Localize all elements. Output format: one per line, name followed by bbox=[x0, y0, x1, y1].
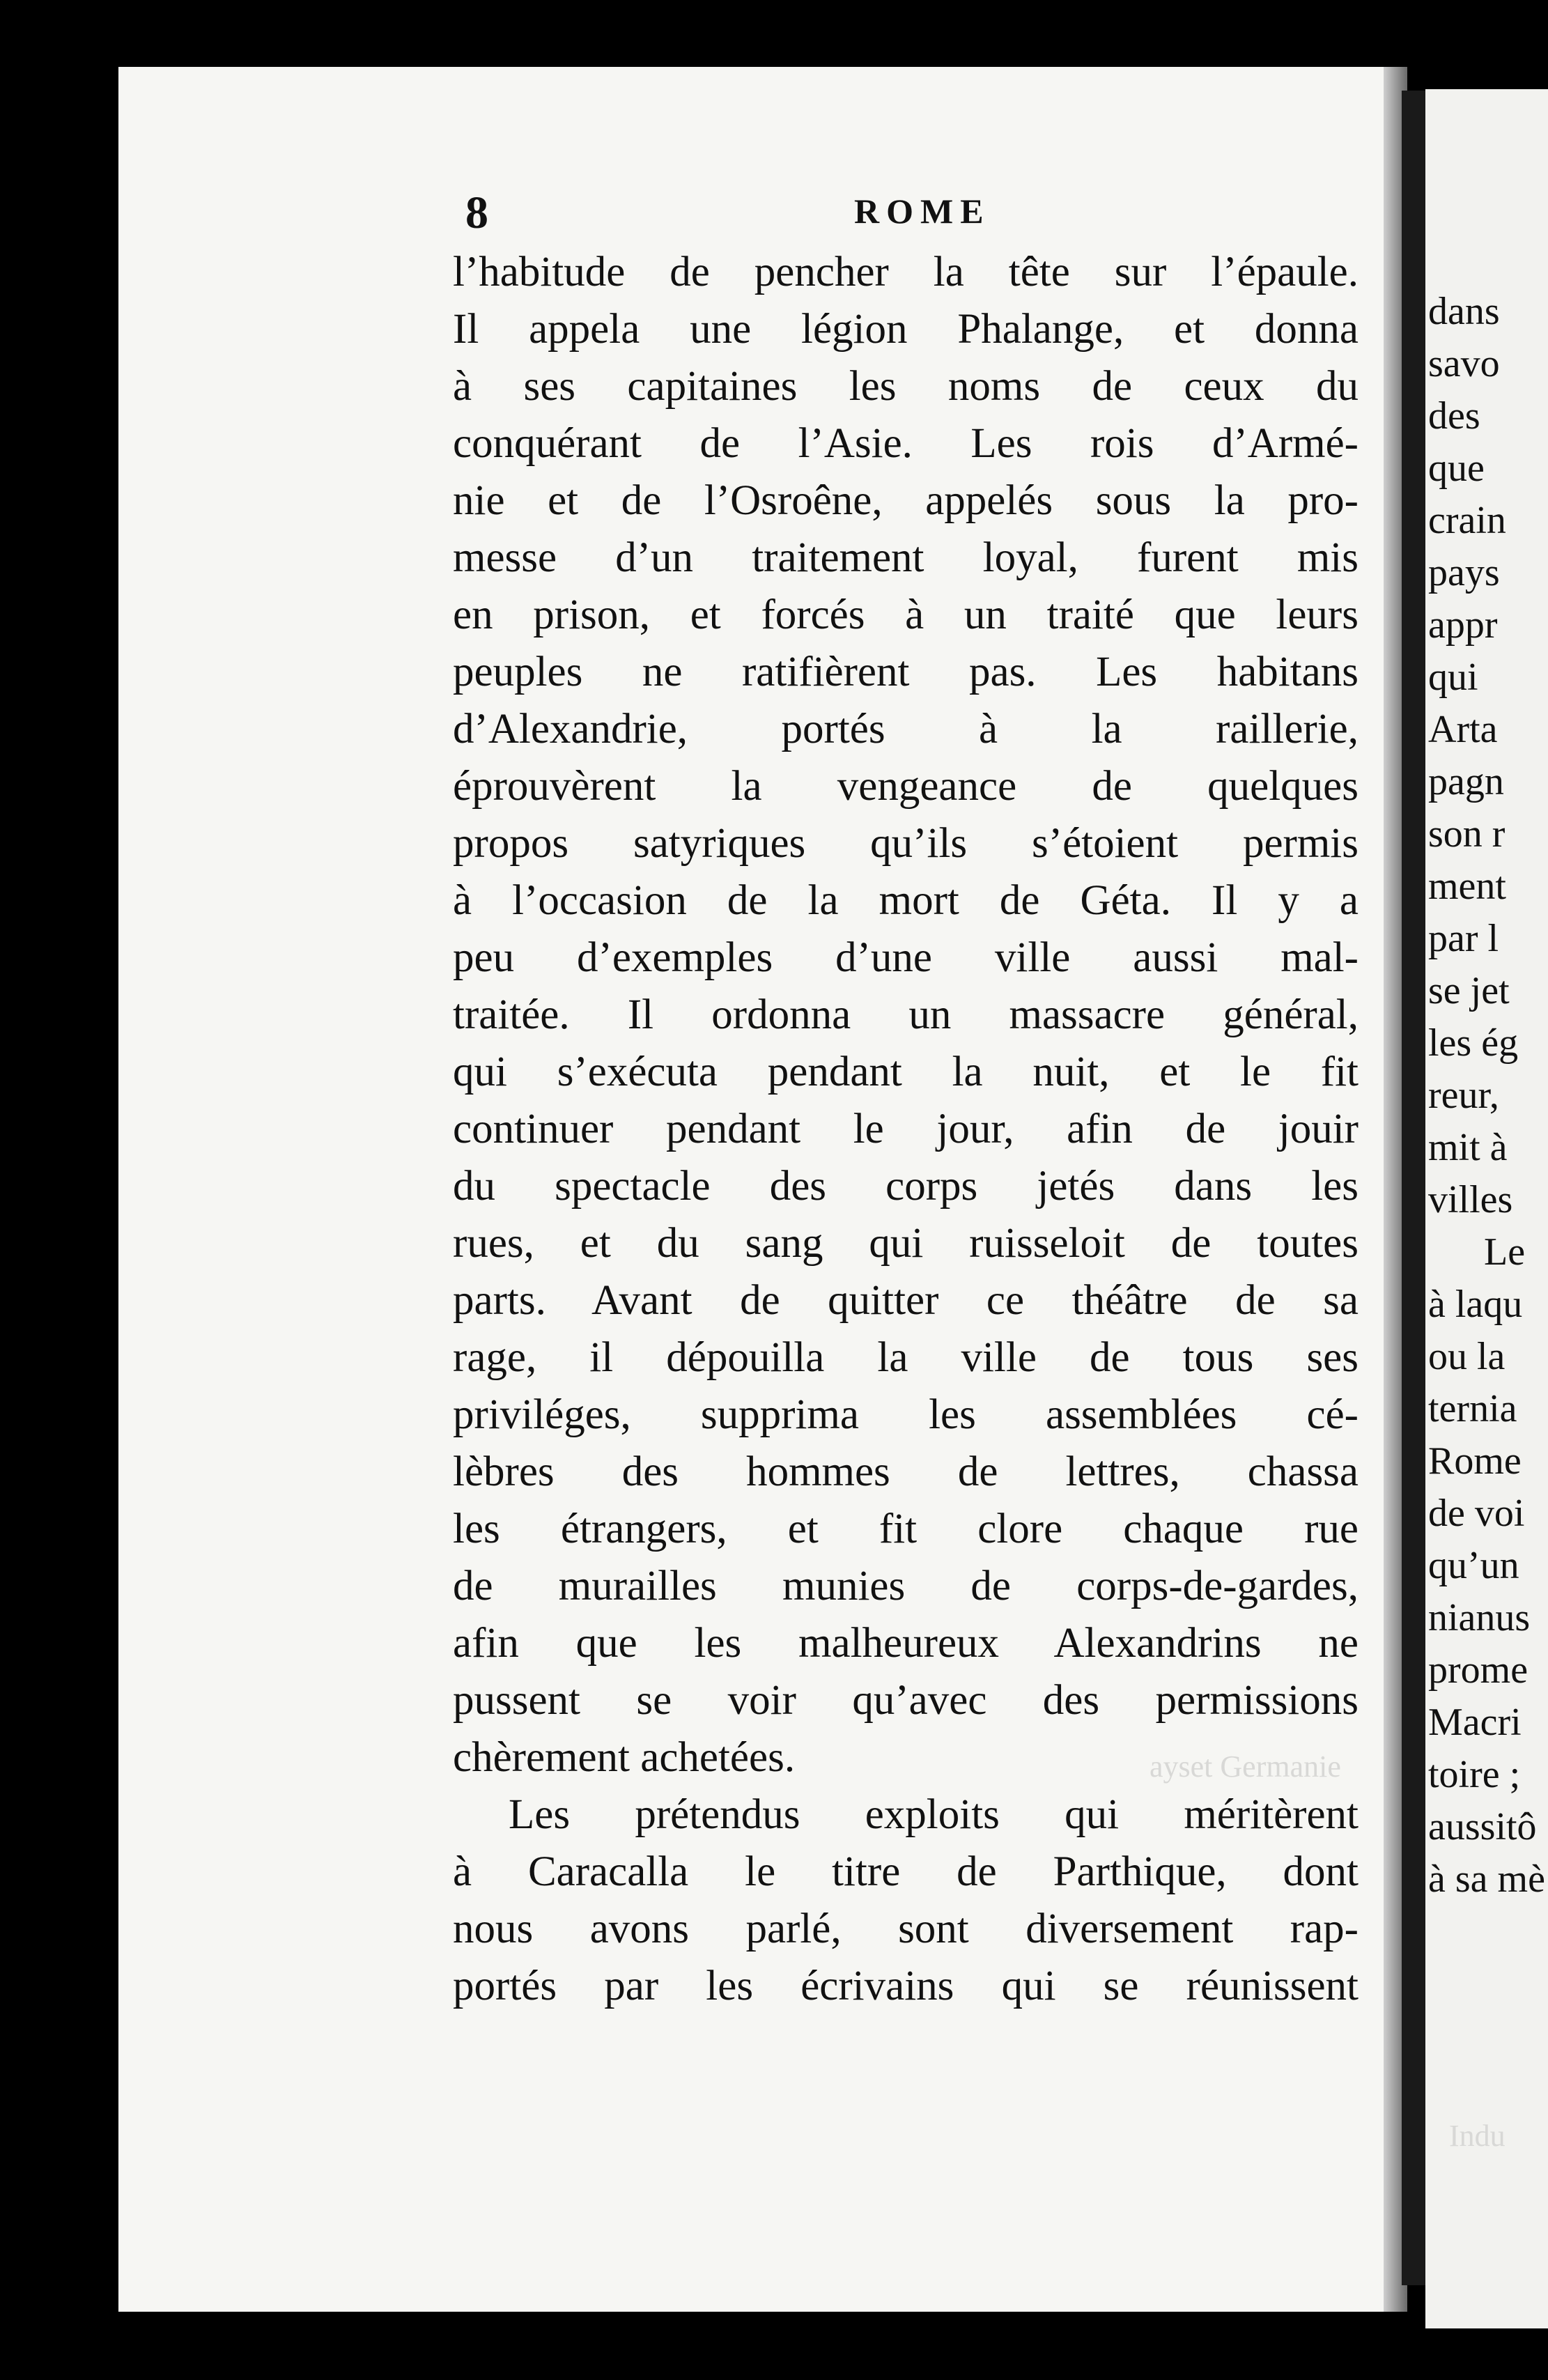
text-line: nous avons parlé, sont diversement rap- bbox=[453, 1906, 1359, 1952]
text-line: d’Alexandrie, portés à la raillerie, bbox=[453, 706, 1359, 752]
facing-page-text bbox=[1428, 286, 1548, 1906]
facing-text-line: nianus bbox=[1428, 1596, 1531, 1639]
text-line: rues, et du sang qui ruisseloit de toutes bbox=[453, 1220, 1359, 1267]
facing-text-line: pagn bbox=[1428, 760, 1504, 803]
text-line: de murailles munies de corps-de-gardes, bbox=[453, 1563, 1359, 1609]
facing-text-line: son r bbox=[1428, 812, 1506, 856]
text-line: rage, il dépouilla la ville de tous ses bbox=[453, 1334, 1359, 1381]
text-line: messe d’un traitement loyal, furent mis bbox=[453, 534, 1359, 581]
text-line: parts. Avant de quitter ce théâtre de sa bbox=[453, 1277, 1359, 1324]
text-line: portés par les écrivains qui se réunissent bbox=[453, 1963, 1359, 2009]
text-line: en prison, et forcés à un traité que leurs bbox=[453, 592, 1359, 638]
facing-text-line: appr bbox=[1428, 603, 1498, 647]
text-line: pussent se voir qu’avec des permissions bbox=[453, 1677, 1359, 1724]
facing-text-line: prome bbox=[1428, 1648, 1528, 1692]
facing-text-line: à laqu bbox=[1428, 1283, 1523, 1326]
page-header bbox=[465, 187, 1378, 238]
text-line: conquérant de l’Asie. Les rois d’Armé- bbox=[453, 420, 1359, 467]
text-line: éprouvèrent la vengeance de quelques bbox=[453, 763, 1359, 810]
text-line: peuples ne ratifièrent pas. Les habitans bbox=[453, 649, 1359, 695]
text-line: traitée. Il ordonna un massacre général, bbox=[453, 991, 1359, 1038]
text-line: qui s’exécuta pendant la nuit, et le fit bbox=[453, 1049, 1359, 1095]
facing-text-line: crain bbox=[1428, 499, 1506, 542]
facing-text-line: toire ; bbox=[1428, 1753, 1521, 1796]
facing-text-line: villes bbox=[1428, 1178, 1513, 1221]
facing-text-line: se jet bbox=[1428, 969, 1510, 1012]
facing-text-line: savo bbox=[1428, 342, 1500, 385]
facing-text-line: ou la bbox=[1428, 1335, 1506, 1378]
facing-text-line: par l bbox=[1428, 917, 1499, 960]
facing-text-line: les ég bbox=[1428, 1021, 1519, 1065]
text-line: afin que les malheureux Alexandrins ne bbox=[453, 1620, 1359, 1667]
text-line: priviléges, supprima les assemblées cé- bbox=[453, 1391, 1359, 1438]
text-line: à ses capitaines les noms de ceux du bbox=[453, 363, 1359, 410]
facing-text-line: des bbox=[1428, 394, 1480, 438]
facing-text-line: pays bbox=[1428, 551, 1500, 594]
facing-text-line: Le bbox=[1484, 1230, 1526, 1274]
facing-text-line: qu’un bbox=[1428, 1544, 1519, 1587]
text-line: lèbres des hommes de lettres, chassa bbox=[453, 1448, 1359, 1495]
book-spine bbox=[1402, 91, 1427, 2285]
facing-text-line: Macri bbox=[1428, 1701, 1522, 1744]
facing-text-line: Arta bbox=[1428, 708, 1498, 751]
text-line: chèrement achetées. bbox=[453, 1734, 796, 1781]
text-line: continuer pendant le jour, afin de jouir bbox=[453, 1106, 1359, 1152]
main-text-column bbox=[453, 244, 1359, 2015]
text-line: Les prétendus exploits qui méritèrent bbox=[509, 1791, 1359, 1838]
show-through-text: Indu bbox=[1449, 2119, 1506, 2153]
facing-text-line: à sa mè bbox=[1428, 1857, 1545, 1901]
facing-text-line: Rome bbox=[1428, 1439, 1522, 1483]
text-line: à l’occasion de la mort de Géta. Il y a bbox=[453, 877, 1359, 924]
text-line: l’habitude de pencher la tête sur l’épaule. bbox=[453, 249, 1359, 295]
facing-text-line: ment bbox=[1428, 865, 1506, 908]
facing-text-line: qui bbox=[1428, 656, 1478, 699]
facing-text-line: que bbox=[1428, 447, 1485, 490]
facing-text-line: de voi bbox=[1428, 1492, 1525, 1535]
facing-text-line: mit à bbox=[1428, 1126, 1508, 1169]
text-line: Il appela une légion Phalange, et donna bbox=[453, 306, 1359, 353]
facing-text-line: reur, bbox=[1428, 1074, 1499, 1117]
text-line: du spectacle des corps jetés dans les bbox=[453, 1163, 1359, 1210]
running-title: ROME bbox=[854, 192, 991, 231]
show-through-text: ayset Germanie bbox=[1150, 1749, 1341, 1784]
text-line: peu d’exemples d’une ville aussi mal- bbox=[453, 934, 1359, 981]
facing-text-line: aussitô bbox=[1428, 1805, 1537, 1848]
facing-text-line: ternia bbox=[1428, 1387, 1517, 1430]
facing-text-line: dans bbox=[1428, 290, 1500, 333]
text-line: propos satyriques qu’ils s’étoient permis bbox=[453, 820, 1359, 867]
text-line: les étrangers, et fit clore chaque rue bbox=[453, 1506, 1359, 1552]
page-number: 8 bbox=[465, 187, 488, 238]
text-line: nie et de l’Osroêne, appelés sous la pro- bbox=[453, 477, 1359, 524]
text-line: à Caracalla le titre de Parthique, dont bbox=[453, 1848, 1359, 1895]
